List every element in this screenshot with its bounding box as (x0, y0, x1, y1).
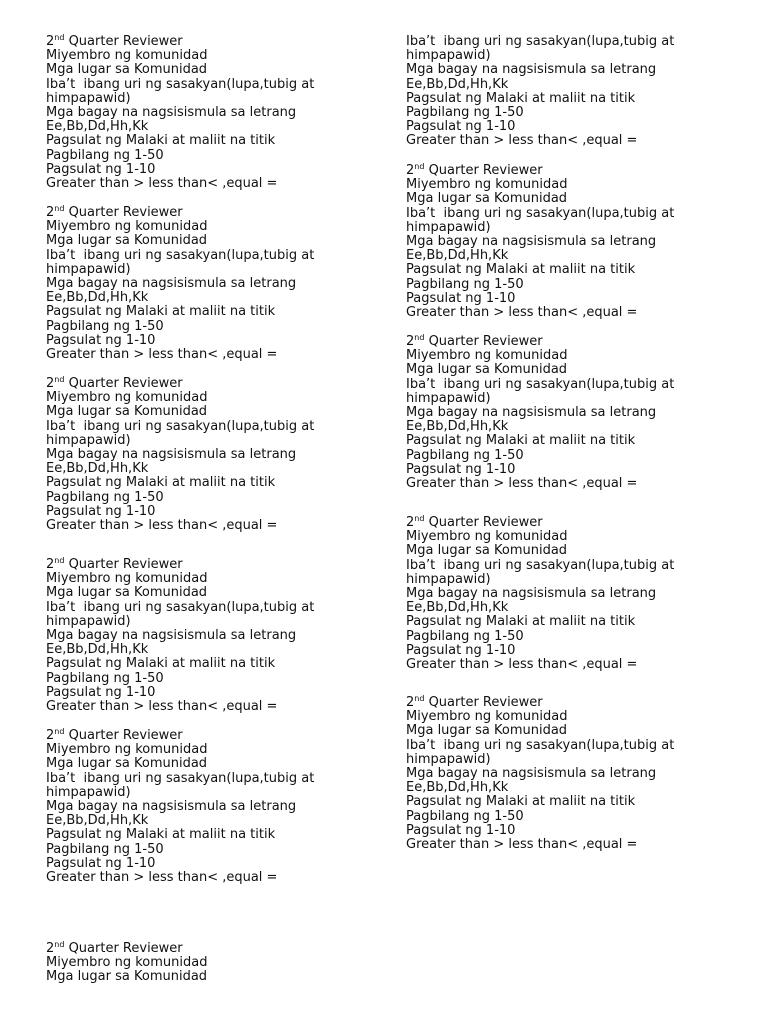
reviewer-block (46, 377, 376, 533)
reviewer-title: 2nd Quarter Reviewer (406, 162, 543, 178)
reviewer-title: 2nd Quarter Reviewer (46, 375, 183, 391)
reviewer-line: Pagbilang ng 1-50 (406, 447, 524, 463)
reviewer-line: Pagsulat ng Malaki at maliit na titik (406, 614, 636, 630)
reviewer-line: Miyembro ng komunidad (46, 219, 208, 235)
reviewer-line: Greater than > less than< ,equal = (46, 346, 278, 362)
reviewer-line: Mga bagay na nagsisismula sa letrang (406, 404, 657, 420)
reviewer-line: Greater than > less than< ,equal = (406, 475, 638, 491)
reviewer-line: Ee,Bb,Dd,Hh,Kk (406, 600, 509, 616)
reviewer-line: Pagsulat ng Malaki at maliit na titik (46, 133, 276, 149)
reviewer-line: Greater than > less than< ,equal = (406, 656, 638, 672)
reviewer-line: Iba’t ibang uri ng sasakyan(lupa,tubig at (46, 76, 315, 92)
reviewer-line: Pagbilang ng 1-50 (46, 147, 164, 163)
reviewer-line: Ee,Bb,Dd,Hh,Kk (406, 419, 509, 435)
reviewer-line: Mga lugar sa Komunidad (406, 362, 568, 378)
reviewer-block (406, 335, 736, 491)
reviewer-line: Mga lugar sa Komunidad (406, 543, 568, 559)
reviewer-line: Mga bagay na nagsisismula sa letrang (406, 585, 657, 601)
reviewer-line: himpapawid) (46, 784, 131, 800)
reviewer-line: Pagsulat ng 1-10 (406, 461, 516, 477)
reviewer-title: 2nd Quarter Reviewer (46, 556, 183, 572)
reviewer-line: Mga lugar sa Komunidad (406, 191, 568, 207)
reviewer-line: Iba’t ibang uri ng sasakyan(lupa,tubig at (406, 34, 675, 49)
reviewer-line: Pagsulat ng 1-10 (46, 684, 156, 700)
reviewer-line: Pagbilang ng 1-50 (406, 276, 524, 292)
reviewer-line: Mga bagay na nagsisismula sa letrang (46, 446, 297, 462)
reviewer-block (46, 206, 376, 362)
reviewer-line: Pagsulat ng 1-10 (406, 822, 516, 838)
reviewer-block (46, 558, 376, 714)
reviewer-line: Ee,Bb,Dd,Hh,Kk (46, 642, 149, 658)
reviewer-line: Pagsulat ng Malaki at maliit na titik (406, 794, 636, 810)
reviewer-line: Pagbilang ng 1-50 (406, 808, 524, 824)
reviewer-line: Ee,Bb,Dd,Hh,Kk (406, 248, 509, 264)
reviewer-line: Iba’t ibang uri ng sasakyan(lupa,tubig at (46, 770, 315, 786)
reviewer-line: himpapawid) (46, 261, 131, 277)
reviewer-line: Pagsulat ng Malaki at maliit na titik (46, 656, 276, 672)
reviewer-line: Mga bagay na nagsisismula sa letrang (46, 627, 297, 643)
reviewer-line: Pagsulat ng Malaki at maliit na titik (406, 262, 636, 278)
reviewer-line: Mga lugar sa Komunidad (46, 585, 208, 601)
reviewer-line: Greater than > less than< ,equal = (406, 133, 638, 149)
reviewer-line: Pagsulat ng 1-10 (406, 119, 516, 135)
reviewer-title: 2nd Quarter Reviewer (46, 940, 183, 956)
reviewer-line: Ee,Bb,Dd,Hh,Kk (46, 813, 149, 829)
reviewer-line: Pagbilang ng 1-50 (406, 628, 524, 644)
reviewer-line: Pagbilang ng 1-50 (46, 670, 164, 686)
reviewer-line: Pagbilang ng 1-50 (46, 489, 164, 505)
reviewer-line: himpapawid) (46, 432, 131, 448)
reviewer-line: Ee,Bb,Dd,Hh,Kk (46, 119, 149, 135)
reviewer-line: Miyembro ng komunidad (406, 529, 568, 545)
reviewer-block (406, 164, 736, 320)
reviewer-line: Pagsulat ng Malaki at maliit na titik (46, 304, 276, 320)
reviewer-line: Pagsulat ng Malaki at maliit na titik (406, 90, 636, 106)
reviewer-line: Mga bagay na nagsisismula sa letrang (406, 62, 657, 78)
reviewer-block (46, 729, 376, 885)
reviewer-title: 2nd Quarter Reviewer (46, 727, 183, 743)
reviewer-line: Mga bagay na nagsisismula sa letrang (406, 233, 657, 249)
reviewer-line: Pagsulat ng Malaki at maliit na titik (46, 475, 276, 491)
reviewer-line: Pagsulat ng 1-10 (406, 290, 516, 306)
reviewer-line: Pagsulat ng 1-10 (46, 855, 156, 871)
reviewer-line: Iba’t ibang uri ng sasakyan(lupa,tubig at (406, 557, 675, 573)
reviewer-block (406, 696, 736, 852)
reviewer-title: 2nd Quarter Reviewer (46, 204, 183, 220)
reviewer-line: Ee,Bb,Dd,Hh,Kk (46, 290, 149, 306)
reviewer-line: Miyembro ng komunidad (46, 48, 208, 64)
reviewer-line: Iba’t ibang uri ng sasakyan(lupa,tubig at (46, 418, 315, 434)
reviewer-line: Greater than > less than< ,equal = (46, 175, 278, 191)
reviewer-line: Pagsulat ng 1-10 (46, 503, 156, 519)
reviewer-title: 2nd Quarter Reviewer (406, 694, 543, 710)
reviewer-line: Mga bagay na nagsisismula sa letrang (46, 275, 297, 291)
reviewer-line: Pagbilang ng 1-50 (406, 104, 524, 120)
reviewer-line: Greater than > less than< ,equal = (46, 517, 278, 533)
reviewer-line: Miyembro ng komunidad (46, 955, 208, 971)
reviewer-line: Pagsulat ng Malaki at maliit na titik (406, 433, 636, 449)
reviewer-line: Ee,Bb,Dd,Hh,Kk (406, 780, 509, 796)
reviewer-line: Iba’t ibang uri ng sasakyan(lupa,tubig at (406, 737, 675, 753)
reviewer-line: Miyembro ng komunidad (46, 742, 208, 758)
reviewer-line: Iba’t ibang uri ng sasakyan(lupa,tubig at (46, 599, 315, 615)
reviewer-line: Mga lugar sa Komunidad (46, 233, 208, 249)
reviewer-line: Pagsulat ng Malaki at maliit na titik (46, 827, 276, 843)
reviewer-line: Mga bagay na nagsisismula sa letrang (406, 765, 657, 781)
reviewer-block (46, 35, 376, 191)
reviewer-line: Pagsulat ng 1-10 (406, 642, 516, 658)
reviewer-line: Mga bagay na nagsisismula sa letrang (46, 798, 297, 814)
reviewer-line: himpapawid) (46, 90, 131, 106)
reviewer-line: Mga lugar sa Komunidad (406, 723, 568, 739)
reviewer-line: himpapawid) (406, 390, 491, 406)
reviewer-line: himpapawid) (406, 219, 491, 235)
reviewer-block-partial (46, 942, 376, 985)
reviewer-line: Pagsulat ng 1-10 (46, 332, 156, 348)
reviewer-title: 2nd Quarter Reviewer (406, 514, 543, 530)
reviewer-line: Miyembro ng komunidad (406, 709, 568, 725)
reviewer-line: Ee,Bb,Dd,Hh,Kk (46, 461, 149, 477)
reviewer-line: Mga lugar sa Komunidad (46, 62, 208, 78)
reviewer-line: himpapawid) (406, 48, 491, 64)
reviewer-line: Greater than > less than< ,equal = (406, 836, 638, 852)
reviewer-line: Miyembro ng komunidad (46, 571, 208, 587)
reviewer-line: himpapawid) (46, 613, 131, 629)
reviewer-line: himpapawid) (406, 751, 491, 767)
reviewer-title: 2nd Quarter Reviewer (406, 333, 543, 349)
reviewer-line: Ee,Bb,Dd,Hh,Kk (406, 76, 509, 92)
reviewer-line: Miyembro ng komunidad (46, 390, 208, 406)
reviewer-line: Iba’t ibang uri ng sasakyan(lupa,tubig at (406, 376, 675, 392)
reviewer-line: Miyembro ng komunidad (406, 348, 568, 364)
reviewer-line: Greater than > less than< ,equal = (46, 698, 278, 714)
reviewer-line: Miyembro ng komunidad (406, 177, 568, 193)
reviewer-line: Pagbilang ng 1-50 (46, 318, 164, 334)
reviewer-line: Iba’t ibang uri ng sasakyan(lupa,tubig at (46, 247, 315, 263)
reviewer-line: himpapawid) (406, 571, 491, 587)
reviewer-line: Mga bagay na nagsisismula sa letrang (46, 104, 297, 120)
reviewer-line: Pagbilang ng 1-50 (46, 841, 164, 857)
reviewer-title: 2nd Quarter Reviewer (46, 33, 183, 49)
reviewer-block (406, 516, 736, 672)
reviewer-line: Greater than > less than< ,equal = (46, 869, 278, 885)
reviewer-line: Mga lugar sa Komunidad (46, 756, 208, 772)
reviewer-line: Greater than > less than< ,equal = (406, 304, 638, 320)
reviewer-block-continuation (406, 35, 736, 149)
reviewer-line: Iba’t ibang uri ng sasakyan(lupa,tubig at (406, 205, 675, 221)
reviewer-line: Pagsulat ng 1-10 (46, 161, 156, 177)
reviewer-line: Mga lugar sa Komunidad (46, 404, 208, 420)
reviewer-line: Mga lugar sa Komunidad (46, 969, 208, 985)
